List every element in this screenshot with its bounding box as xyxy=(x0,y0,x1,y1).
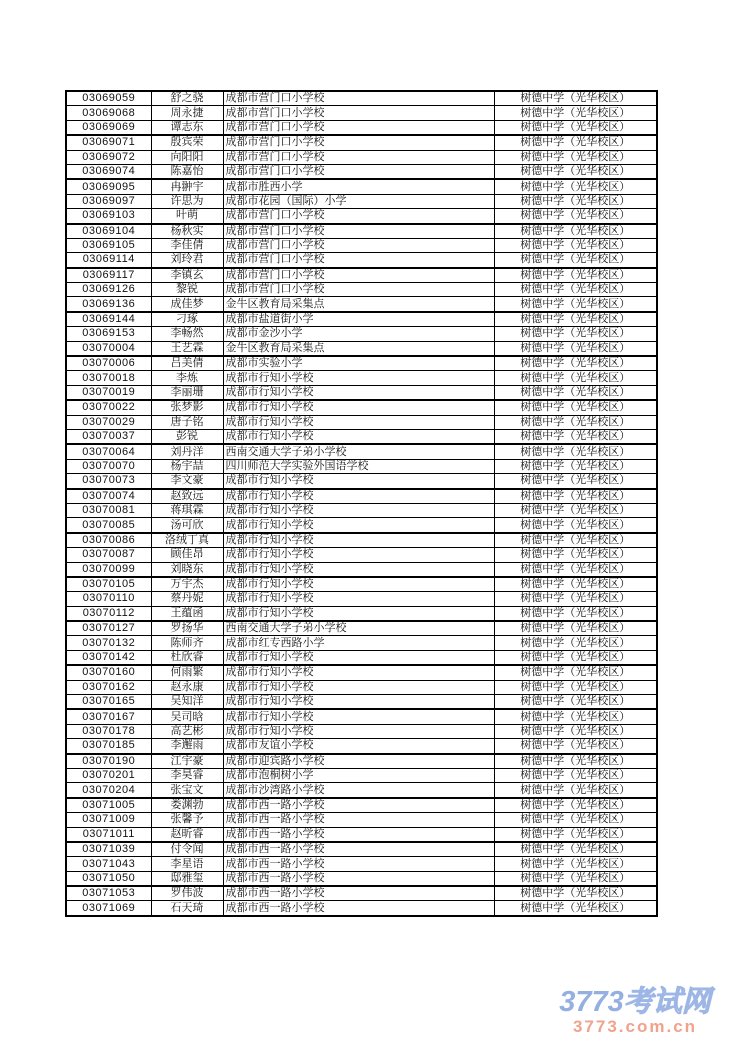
cell-student-name: 周永捷 xyxy=(151,106,223,120)
cell-admitted-school: 树德中学（光华校区） xyxy=(494,91,657,106)
table-row xyxy=(66,253,657,268)
table-row xyxy=(66,636,657,650)
cell-admitted-school: 树德中学（光华校区） xyxy=(494,783,657,798)
table-row xyxy=(66,695,657,710)
table-row xyxy=(66,754,657,769)
cell-primary-school: 成都市实验小学 xyxy=(223,356,494,371)
cell-primary-school: 成都市营门口小学校 xyxy=(223,224,494,239)
cell-student-name: 陈师齐 xyxy=(151,636,223,650)
cell-exam-id: 03069074 xyxy=(66,164,151,179)
cell-admitted-school: 树德中学（光华校区） xyxy=(494,503,657,517)
table-row xyxy=(66,724,657,738)
cell-primary-school: 成都市行知小学校 xyxy=(223,724,494,738)
cell-admitted-school: 树德中学（光华校区） xyxy=(494,798,657,813)
cell-primary-school: 西南交通大学子弟小学校 xyxy=(223,621,494,636)
student-table xyxy=(65,90,658,917)
cell-student-name: 罗扬华 xyxy=(151,621,223,636)
cell-exam-id: 03070110 xyxy=(66,592,151,606)
table-row xyxy=(66,503,657,517)
cell-admitted-school: 树德中学（光华校区） xyxy=(494,857,657,871)
cell-primary-school: 成都市西一路小学校 xyxy=(223,842,494,857)
table-row xyxy=(66,400,657,415)
cell-student-name: 李星语 xyxy=(151,857,223,871)
cell-primary-school: 成都市盐道街小学 xyxy=(223,312,494,327)
table-row xyxy=(66,194,657,208)
table-row xyxy=(66,871,657,886)
cell-primary-school: 成都市行知小学校 xyxy=(223,695,494,710)
cell-admitted-school: 树德中学（光华校区） xyxy=(494,886,657,901)
cell-admitted-school: 树德中学（光华校区） xyxy=(494,312,657,327)
table-row xyxy=(66,533,657,548)
cell-student-name: 江宇豪 xyxy=(151,754,223,769)
cell-student-name: 汤可欣 xyxy=(151,518,223,533)
table-row xyxy=(66,592,657,606)
cell-student-name: 李镇玄 xyxy=(151,268,223,283)
cell-student-name: 李昊睿 xyxy=(151,768,223,782)
cell-primary-school: 成都市行知小学校 xyxy=(223,385,494,400)
cell-exam-id: 03070019 xyxy=(66,385,151,400)
cell-primary-school: 成都市西一路小学校 xyxy=(223,857,494,871)
table-row xyxy=(66,297,657,312)
cell-primary-school: 成都市行知小学校 xyxy=(223,562,494,577)
cell-student-name: 许思为 xyxy=(151,194,223,208)
cell-primary-school: 成都市沙湾路小学校 xyxy=(223,783,494,798)
cell-student-name: 吴知洋 xyxy=(151,695,223,710)
cell-exam-id: 03069104 xyxy=(66,224,151,239)
cell-primary-school: 成都市营门口小学校 xyxy=(223,135,494,150)
cell-admitted-school: 树德中学（光华校区） xyxy=(494,415,657,429)
cell-student-name: 谭志东 xyxy=(151,120,223,135)
cell-exam-id: 03070185 xyxy=(66,739,151,754)
table-row xyxy=(66,621,657,636)
cell-primary-school: 成都市行知小学校 xyxy=(223,665,494,680)
cell-admitted-school: 树德中学（光华校区） xyxy=(494,901,657,916)
table-row xyxy=(66,179,657,194)
watermark-logo xyxy=(535,986,735,1018)
table-row xyxy=(66,224,657,239)
table-row xyxy=(66,813,657,827)
table-row xyxy=(66,371,657,385)
cell-student-name: 李丽珊 xyxy=(151,385,223,400)
cell-admitted-school: 树德中学（光华校区） xyxy=(494,164,657,179)
cell-exam-id: 03071050 xyxy=(66,871,151,886)
cell-admitted-school: 树德中学（光华校区） xyxy=(494,385,657,400)
cell-admitted-school: 树德中学（光华校区） xyxy=(494,224,657,239)
cell-admitted-school: 树德中学（光华校区） xyxy=(494,150,657,164)
table-row xyxy=(66,548,657,562)
cell-admitted-school: 树德中学（光华校区） xyxy=(494,429,657,444)
cell-primary-school: 成都市行知小学校 xyxy=(223,489,494,504)
cell-admitted-school: 树德中学（光华校区） xyxy=(494,827,657,842)
cell-primary-school: 成都市行知小学校 xyxy=(223,548,494,562)
cell-exam-id: 03071009 xyxy=(66,813,151,827)
cell-admitted-school: 树德中学（光华校区） xyxy=(494,724,657,738)
cell-exam-id: 03070178 xyxy=(66,724,151,738)
cell-admitted-school: 树德中学（光华校区） xyxy=(494,459,657,473)
table-row xyxy=(66,238,657,252)
cell-admitted-school: 树德中学（光华校区） xyxy=(494,135,657,150)
cell-primary-school: 成都市行知小学校 xyxy=(223,533,494,548)
cell-primary-school: 成都市红专西路小学 xyxy=(223,636,494,650)
cell-student-name: 吴司晗 xyxy=(151,709,223,724)
cell-exam-id: 03070162 xyxy=(66,680,151,694)
cell-primary-school: 成都市行知小学校 xyxy=(223,429,494,444)
cell-student-name: 石天琦 xyxy=(151,901,223,916)
cell-exam-id: 03069095 xyxy=(66,179,151,194)
table-row xyxy=(66,709,657,724)
cell-admitted-school: 树德中学（光华校区） xyxy=(494,297,657,312)
cell-admitted-school: 树德中学（光华校区） xyxy=(494,489,657,504)
cell-exam-id: 03069136 xyxy=(66,297,151,312)
cell-admitted-school: 树德中学（光华校区） xyxy=(494,636,657,650)
table-row xyxy=(66,444,657,459)
cell-exam-id: 03070073 xyxy=(66,474,151,489)
table-row xyxy=(66,680,657,694)
cell-exam-id: 03069068 xyxy=(66,106,151,120)
cell-primary-school: 成都市行知小学校 xyxy=(223,577,494,592)
cell-student-name: 杨秋实 xyxy=(151,224,223,239)
cell-student-name: 付令闻 xyxy=(151,842,223,857)
cell-exam-id: 03070004 xyxy=(66,341,151,356)
cell-exam-id: 03069097 xyxy=(66,194,151,208)
cell-student-name: 李文豪 xyxy=(151,474,223,489)
cell-primary-school: 成都市西一路小学校 xyxy=(223,827,494,842)
cell-primary-school: 成都市行知小学校 xyxy=(223,503,494,517)
cell-student-name: 蒋琪霖 xyxy=(151,503,223,517)
table-row xyxy=(66,886,657,901)
cell-exam-id: 03070132 xyxy=(66,636,151,650)
table-row xyxy=(66,356,657,371)
table-row xyxy=(66,327,657,341)
table-row xyxy=(66,312,657,327)
cell-primary-school: 成都市胜西小学 xyxy=(223,179,494,194)
cell-exam-id: 03070022 xyxy=(66,400,151,415)
cell-student-name: 张宝文 xyxy=(151,783,223,798)
cell-primary-school: 成都市营门口小学校 xyxy=(223,268,494,283)
cell-primary-school: 成都市友谊小学校 xyxy=(223,739,494,754)
cell-exam-id: 03070165 xyxy=(66,695,151,710)
cell-exam-id: 03070081 xyxy=(66,503,151,517)
cell-student-name: 李炼 xyxy=(151,371,223,385)
cell-student-name: 叶萌 xyxy=(151,209,223,224)
cell-student-name: 刘玲君 xyxy=(151,253,223,268)
cell-primary-school: 成都市花园（国际）小学 xyxy=(223,194,494,208)
table-row xyxy=(66,120,657,135)
cell-exam-id: 03070127 xyxy=(66,621,151,636)
cell-admitted-school: 树德中学（光华校区） xyxy=(494,871,657,886)
table-row xyxy=(66,385,657,400)
cell-student-name: 舒之骁 xyxy=(151,91,223,106)
cell-exam-id: 03069071 xyxy=(66,135,151,150)
cell-exam-id: 03070037 xyxy=(66,429,151,444)
cell-admitted-school: 树德中学（光华校区） xyxy=(494,253,657,268)
cell-primary-school: 成都市营门口小学校 xyxy=(223,120,494,135)
cell-student-name: 李佳倩 xyxy=(151,238,223,252)
cell-exam-id: 03071005 xyxy=(66,798,151,813)
cell-exam-id: 03070086 xyxy=(66,533,151,548)
cell-student-name: 向阳阳 xyxy=(151,150,223,164)
cell-primary-school: 成都市行知小学校 xyxy=(223,709,494,724)
cell-student-name: 张馨予 xyxy=(151,813,223,827)
cell-exam-id: 03070160 xyxy=(66,665,151,680)
cell-exam-id: 03071069 xyxy=(66,901,151,916)
cell-admitted-school: 树德中学（光华校区） xyxy=(494,606,657,621)
cell-student-name: 刘晓东 xyxy=(151,562,223,577)
table-row xyxy=(66,842,657,857)
cell-admitted-school: 树德中学（光华校区） xyxy=(494,120,657,135)
cell-primary-school: 西南交通大学子弟小学校 xyxy=(223,444,494,459)
cell-exam-id: 03070074 xyxy=(66,489,151,504)
cell-exam-id: 03069072 xyxy=(66,150,151,164)
cell-exam-id: 03069103 xyxy=(66,209,151,224)
cell-primary-school: 成都市行知小学校 xyxy=(223,474,494,489)
cell-admitted-school: 树德中学（光华校区） xyxy=(494,371,657,385)
table-row xyxy=(66,901,657,916)
table-row xyxy=(66,783,657,798)
cell-primary-school: 成都市行知小学校 xyxy=(223,680,494,694)
cell-student-name: 彭锐 xyxy=(151,429,223,444)
table-row xyxy=(66,739,657,754)
cell-exam-id: 03070064 xyxy=(66,444,151,459)
cell-admitted-school: 树德中学（光华校区） xyxy=(494,283,657,297)
cell-student-name: 顾佳昂 xyxy=(151,548,223,562)
cell-admitted-school: 树德中学（光华校区） xyxy=(494,533,657,548)
cell-exam-id: 03070099 xyxy=(66,562,151,577)
cell-student-name: 高艺彬 xyxy=(151,724,223,738)
cell-exam-id: 03071011 xyxy=(66,827,151,842)
cell-student-name: 刁琢 xyxy=(151,312,223,327)
cell-exam-id: 03070029 xyxy=(66,415,151,429)
table-row xyxy=(66,91,657,106)
cell-primary-school: 成都市行知小学校 xyxy=(223,606,494,621)
cell-primary-school: 成都市营门口小学校 xyxy=(223,238,494,252)
table-row xyxy=(66,268,657,283)
table-row xyxy=(66,827,657,842)
cell-exam-id: 03071053 xyxy=(66,886,151,901)
cell-admitted-school: 树德中学（光华校区） xyxy=(494,194,657,208)
watermark-url: 3773.com.cn xyxy=(572,1017,698,1036)
cell-admitted-school: 树德中学（光华校区） xyxy=(494,562,657,577)
table-row xyxy=(66,650,657,665)
cell-primary-school: 成都市西一路小学校 xyxy=(223,813,494,827)
cell-primary-school: 成都市西一路小学校 xyxy=(223,901,494,916)
cell-student-name: 冉翀宇 xyxy=(151,179,223,194)
cell-primary-school: 成都市西一路小学校 xyxy=(223,871,494,886)
table-row xyxy=(66,164,657,179)
cell-exam-id: 03070087 xyxy=(66,548,151,562)
table-row xyxy=(66,135,657,150)
table-row xyxy=(66,429,657,444)
cell-student-name: 吕美倩 xyxy=(151,356,223,371)
table-row xyxy=(66,798,657,813)
cell-admitted-school: 树德中学（光华校区） xyxy=(494,356,657,371)
cell-student-name: 杜欣睿 xyxy=(151,650,223,665)
cell-exam-id: 03070190 xyxy=(66,754,151,769)
cell-admitted-school: 树德中学（光华校区） xyxy=(494,695,657,710)
cell-student-name: 李畅然 xyxy=(151,327,223,341)
cell-exam-id: 03070105 xyxy=(66,577,151,592)
table-row xyxy=(66,283,657,297)
cell-student-name: 刘丹洋 xyxy=(151,444,223,459)
cell-exam-id: 03070085 xyxy=(66,518,151,533)
cell-admitted-school: 树德中学（光华校区） xyxy=(494,739,657,754)
cell-admitted-school: 树德中学（光华校区） xyxy=(494,238,657,252)
cell-admitted-school: 树德中学（光华校区） xyxy=(494,768,657,782)
table-row xyxy=(66,562,657,577)
table-row xyxy=(66,518,657,533)
cell-primary-school: 成都市行知小学校 xyxy=(223,415,494,429)
cell-student-name: 黎锐 xyxy=(151,283,223,297)
cell-admitted-school: 树德中学（光华校区） xyxy=(494,592,657,606)
cell-primary-school: 成都市营门口小学校 xyxy=(223,253,494,268)
cell-primary-school: 成都市营门口小学校 xyxy=(223,283,494,297)
cell-exam-id: 03069059 xyxy=(66,91,151,106)
table-row xyxy=(66,577,657,592)
cell-student-name: 洛绒丁真 xyxy=(151,533,223,548)
table-row xyxy=(66,459,657,473)
cell-primary-school: 成都市营门口小学校 xyxy=(223,209,494,224)
cell-primary-school: 成都市金沙小学 xyxy=(223,327,494,341)
cell-student-name: 何雨繁 xyxy=(151,665,223,680)
cell-exam-id: 03070142 xyxy=(66,650,151,665)
table-row xyxy=(66,415,657,429)
cell-admitted-school: 树德中学（光华校区） xyxy=(494,518,657,533)
cell-exam-id: 03069117 xyxy=(66,268,151,283)
table-row xyxy=(66,857,657,871)
cell-primary-school: 成都市行知小学校 xyxy=(223,400,494,415)
cell-student-name: 赵昕睿 xyxy=(151,827,223,842)
cell-exam-id: 03069126 xyxy=(66,283,151,297)
cell-admitted-school: 树德中学（光华校区） xyxy=(494,209,657,224)
cell-student-name: 赵永康 xyxy=(151,680,223,694)
cell-exam-id: 03070006 xyxy=(66,356,151,371)
cell-admitted-school: 树德中学（光华校区） xyxy=(494,341,657,356)
cell-admitted-school: 树德中学（光华校区） xyxy=(494,665,657,680)
cell-exam-id: 03070070 xyxy=(66,459,151,473)
table-row xyxy=(66,341,657,356)
table-row xyxy=(66,489,657,504)
cell-admitted-school: 树德中学（光华校区） xyxy=(494,400,657,415)
cell-admitted-school: 树德中学（光华校区） xyxy=(494,754,657,769)
cell-primary-school: 成都市西一路小学校 xyxy=(223,886,494,901)
cell-admitted-school: 树德中学（光华校区） xyxy=(494,621,657,636)
cell-exam-id: 03069105 xyxy=(66,238,151,252)
cell-primary-school: 四川师范大学实验外国语学校 xyxy=(223,459,494,473)
cell-student-name: 王艺霖 xyxy=(151,341,223,356)
watermark-logo-number: 3773 xyxy=(559,986,624,1018)
cell-student-name: 杨宇喆 xyxy=(151,459,223,473)
table-row xyxy=(66,209,657,224)
cell-primary-school: 成都市营门口小学校 xyxy=(223,106,494,120)
cell-admitted-school: 树德中学（光华校区） xyxy=(494,268,657,283)
table-row xyxy=(66,106,657,120)
cell-admitted-school: 树德中学（光华校区） xyxy=(494,577,657,592)
cell-primary-school: 成都市泡桐树小学 xyxy=(223,768,494,782)
cell-admitted-school: 树德中学（光华校区） xyxy=(494,106,657,120)
cell-exam-id: 03069114 xyxy=(66,253,151,268)
cell-primary-school: 成都市营门口小学校 xyxy=(223,150,494,164)
cell-primary-school: 成都市行知小学校 xyxy=(223,371,494,385)
table-row xyxy=(66,150,657,164)
cell-primary-school: 成都市行知小学校 xyxy=(223,592,494,606)
cell-exam-id: 03070201 xyxy=(66,768,151,782)
watermark xyxy=(535,986,735,1036)
cell-student-name: 邸雅玺 xyxy=(151,871,223,886)
cell-primary-school: 成都市营门口小学校 xyxy=(223,91,494,106)
cell-primary-school: 成都市行知小学校 xyxy=(223,518,494,533)
cell-student-name: 万宇杰 xyxy=(151,577,223,592)
cell-student-name: 李邂雨 xyxy=(151,739,223,754)
cell-admitted-school: 树德中学（光华校区） xyxy=(494,680,657,694)
cell-student-name: 唐子铭 xyxy=(151,415,223,429)
cell-primary-school: 成都市迎宾路小学校 xyxy=(223,754,494,769)
table-row xyxy=(66,474,657,489)
cell-exam-id: 03069153 xyxy=(66,327,151,341)
cell-primary-school: 成都市行知小学校 xyxy=(223,650,494,665)
cell-student-name: 王蕴函 xyxy=(151,606,223,621)
cell-primary-school: 成都市营门口小学校 xyxy=(223,164,494,179)
table-row xyxy=(66,606,657,621)
cell-admitted-school: 树德中学（光华校区） xyxy=(494,650,657,665)
cell-exam-id: 03070204 xyxy=(66,783,151,798)
cell-exam-id: 03070018 xyxy=(66,371,151,385)
cell-admitted-school: 树德中学（光华校区） xyxy=(494,548,657,562)
student-table-body xyxy=(66,91,657,916)
cell-student-name: 娄渊勃 xyxy=(151,798,223,813)
cell-exam-id: 03071043 xyxy=(66,857,151,871)
cell-admitted-school: 树德中学（光华校区） xyxy=(494,842,657,857)
cell-admitted-school: 树德中学（光华校区） xyxy=(494,709,657,724)
cell-admitted-school: 树德中学（光华校区） xyxy=(494,179,657,194)
cell-exam-id: 03071039 xyxy=(66,842,151,857)
table-row xyxy=(66,768,657,782)
cell-student-name: 陈嘉怡 xyxy=(151,164,223,179)
cell-exam-id: 03069069 xyxy=(66,120,151,135)
cell-student-name: 赵致远 xyxy=(151,489,223,504)
cell-student-name: 成佳梦 xyxy=(151,297,223,312)
cell-student-name: 殷宾荣 xyxy=(151,135,223,150)
cell-student-name: 罗伟波 xyxy=(151,886,223,901)
cell-exam-id: 03069144 xyxy=(66,312,151,327)
cell-admitted-school: 树德中学（光华校区） xyxy=(494,813,657,827)
cell-primary-school: 成都市西一路小学校 xyxy=(223,798,494,813)
cell-exam-id: 03070112 xyxy=(66,606,151,621)
cell-primary-school: 金牛区教育局采集点 xyxy=(223,341,494,356)
table-row xyxy=(66,665,657,680)
cell-exam-id: 03070167 xyxy=(66,709,151,724)
cell-primary-school: 金牛区教育局采集点 xyxy=(223,297,494,312)
cell-admitted-school: 树德中学（光华校区） xyxy=(494,327,657,341)
cell-admitted-school: 树德中学（光华校区） xyxy=(494,444,657,459)
watermark-logo-text: 考试网 xyxy=(623,986,711,1018)
cell-student-name: 张梦影 xyxy=(151,400,223,415)
cell-admitted-school: 树德中学（光华校区） xyxy=(494,474,657,489)
cell-student-name: 蔡丹妮 xyxy=(151,592,223,606)
